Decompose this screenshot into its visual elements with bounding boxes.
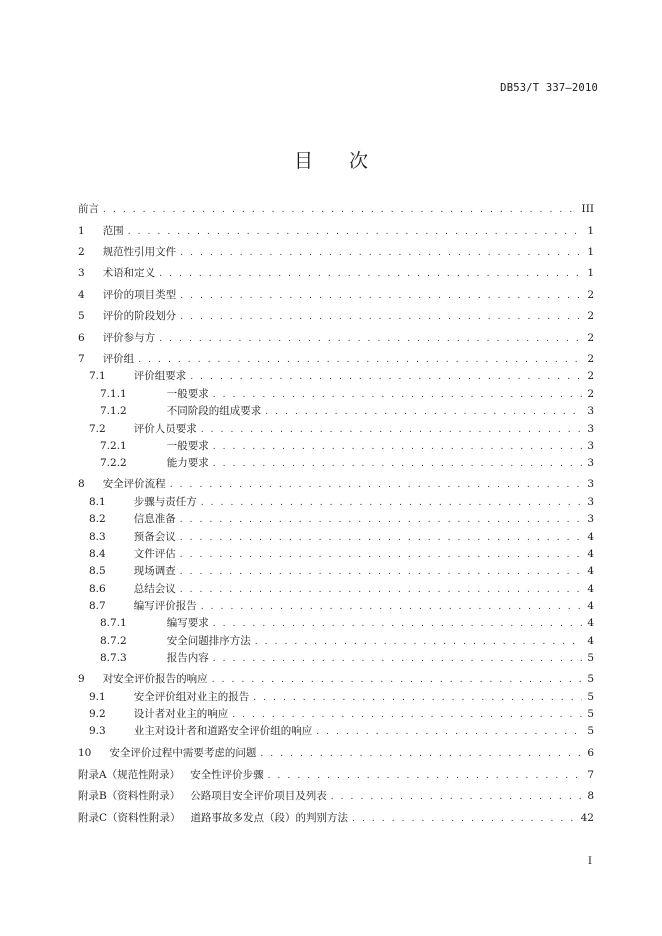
toc-entry[interactable] <box>78 402 594 418</box>
toc-entry[interactable] <box>78 580 594 596</box>
toc-entry-label: 不同阶段的组成要求 <box>166 405 262 417</box>
toc-leader-dots <box>180 532 582 544</box>
toc-leader-dots <box>190 371 582 383</box>
toc-entry-page: 6 <box>587 747 594 759</box>
toc-entry-number: 8.7 <box>89 600 106 612</box>
toc-entry[interactable] <box>78 809 594 825</box>
toc-entry-page: 2 <box>587 310 594 322</box>
toc-leader-dots <box>260 748 582 760</box>
toc-leader-dots <box>180 584 582 596</box>
toc-leader-dots <box>316 726 582 738</box>
toc-entry-label: 评价的阶段划分 <box>102 310 177 322</box>
toc-entry-number: 7.2 <box>89 423 106 435</box>
toc-entry-label: 范围 <box>102 225 124 237</box>
toc-entry-label: 能力要求 <box>166 457 209 469</box>
toc-entry-page: 2 <box>587 353 594 365</box>
toc-entry[interactable] <box>78 562 594 578</box>
toc-entry-number: 6 <box>78 332 85 344</box>
toc-entry-number: 7 <box>78 353 85 365</box>
toc-entry-label: 评价组 <box>102 353 135 365</box>
toc-entry[interactable] <box>78 597 594 613</box>
toc-entry-page: 4 <box>587 635 594 647</box>
toc-entry[interactable] <box>78 670 594 686</box>
toc-entry-label: 编写评价报告 <box>133 600 197 612</box>
page-title <box>0 146 662 173</box>
toc-entry-page: 3 <box>587 405 594 417</box>
toc-entry-page: 3 <box>587 457 594 469</box>
toc-entry-number: 附录C（资料性附录） <box>78 812 181 824</box>
toc-entry[interactable] <box>78 307 594 323</box>
toc-entry-page: 4 <box>587 583 594 595</box>
toc-entry[interactable] <box>78 649 594 665</box>
toc-entry-label: 报告内容 <box>166 652 209 664</box>
toc-entry-label: 安全评价组对业主的报告 <box>133 691 250 703</box>
toc-entry-page: 3 <box>587 440 594 452</box>
toc-entry-label: 设计者对业主的响应 <box>133 708 229 720</box>
toc-entry-label: 评价参与方 <box>102 332 156 344</box>
toc-entry[interactable] <box>78 329 594 345</box>
toc-entry-number: 7.1.2 <box>100 405 127 417</box>
toc-entry[interactable] <box>78 286 594 302</box>
toc-entry-label: 规范性引用文件 <box>102 246 177 258</box>
toc-entry[interactable] <box>78 688 594 704</box>
toc-entry-label: 步骤与责任方 <box>133 496 197 508</box>
toc-leader-dots <box>138 354 582 366</box>
toc-entry-page: 8 <box>587 790 594 802</box>
toc-entry-number: 8.5 <box>89 565 106 577</box>
toc-entry-number: 8.7.3 <box>100 652 127 664</box>
toc-entry-page: 1 <box>587 267 594 279</box>
toc-entry-label: 一般要求 <box>166 440 209 452</box>
toc-leader-dots <box>213 389 582 401</box>
toc-entry-number: 8.3 <box>89 531 106 543</box>
toc-entry[interactable] <box>78 632 594 648</box>
toc-entry-label: 评价人员要求 <box>133 423 197 435</box>
toc-entry-page: 4 <box>587 565 594 577</box>
toc-entry-label: 信息准备 <box>133 513 176 525</box>
toc-entry-number: 9 <box>78 673 85 685</box>
toc-leader-dots <box>180 514 582 526</box>
toc-entry-page: 2 <box>587 370 594 382</box>
toc-entry[interactable] <box>78 420 594 436</box>
title-char-2: 次 <box>349 150 369 172</box>
toc-entry-number: 9.3 <box>89 725 106 737</box>
toc-leader-dots <box>180 566 582 578</box>
toc-entry-page: 7 <box>587 769 594 781</box>
toc-entry-page: 3 <box>587 478 594 490</box>
toc-leader-dots <box>180 247 582 259</box>
toc-entry-label: 对安全评价报告的响应 <box>102 673 208 685</box>
toc-entry-page: 4 <box>587 600 594 612</box>
toc-leader-dots <box>268 770 582 782</box>
toc-entry-number: 2 <box>78 246 85 258</box>
document-code: DB53/T 337—2010 <box>500 82 598 94</box>
toc-entry[interactable] <box>78 385 594 401</box>
toc-entry-label: 公路项目安全评价项目及列表 <box>190 790 327 802</box>
toc-entry-number: 4 <box>78 289 85 301</box>
toc-entry-label: 道路事故多发点（段）的判别方法 <box>190 812 349 824</box>
toc-entry-label: 业主对设计者和道路安全评价组的响应 <box>133 725 313 737</box>
toc-entry[interactable] <box>78 454 594 470</box>
toc-entry-label: 评价组要求 <box>133 370 187 382</box>
toc-entry-label: 评价的项目类型 <box>102 289 177 301</box>
toc-entry-label: 现场调查 <box>133 565 176 577</box>
toc-entry[interactable] <box>78 200 594 216</box>
toc-entry[interactable] <box>78 722 594 738</box>
toc-entry-label: 安全评价过程中需要考虑的问题 <box>109 747 257 759</box>
toc-entry-page: 2 <box>587 388 594 400</box>
toc-entry-label: 编写要求 <box>166 617 209 629</box>
toc-leader-dots <box>201 424 582 436</box>
toc-entry-number: 8.4 <box>89 548 106 560</box>
toc-entry-label: 文件评估 <box>133 548 176 560</box>
toc-leader-dots <box>213 653 582 665</box>
toc-leader-dots <box>170 479 582 491</box>
toc-leader-dots <box>213 618 582 630</box>
toc-entry-page: 1 <box>587 225 594 237</box>
toc-entry-number: 7.2.2 <box>100 457 127 469</box>
toc-entry-number: 5 <box>78 310 85 322</box>
toc-entry[interactable] <box>78 545 594 561</box>
toc-entry[interactable] <box>78 350 594 366</box>
toc-entry-page: 4 <box>587 617 594 629</box>
toc-entry-page: III <box>581 203 594 215</box>
toc-entry[interactable] <box>78 510 594 526</box>
toc-entry-number: 9.2 <box>89 708 106 720</box>
toc-leader-dots <box>180 290 582 302</box>
toc-leader-dots <box>212 674 582 686</box>
toc-leader-dots <box>180 549 582 561</box>
toc-entry-label: 预备会议 <box>133 531 176 543</box>
toc-entry-page: 5 <box>587 725 594 737</box>
toc-entry-page: 3 <box>587 513 594 525</box>
toc-entry[interactable] <box>78 528 594 544</box>
toc-leader-dots <box>128 226 582 238</box>
toc-entry-label: 术语和定义 <box>102 267 156 279</box>
toc-entry-page: 5 <box>587 673 594 685</box>
toc-entry[interactable] <box>78 264 594 280</box>
toc-entry-page: 3 <box>587 423 594 435</box>
toc-entry-number: 3 <box>78 267 85 279</box>
toc-entry-page: 5 <box>587 652 594 664</box>
toc-entry-page: 5 <box>587 691 594 703</box>
toc-entry-number: 10 <box>78 747 92 759</box>
toc-entry[interactable] <box>78 367 594 383</box>
toc-entry-page: 3 <box>587 496 594 508</box>
toc-leader-dots <box>232 709 582 721</box>
toc-entry-number: 8.6 <box>89 583 106 595</box>
toc-entry-page: 42 <box>580 812 594 824</box>
toc-leader-dots <box>213 441 582 453</box>
toc-entry-number: 8 <box>78 478 85 490</box>
toc-entry-number: 8.1 <box>89 496 106 508</box>
toc-entry-page: 2 <box>587 332 594 344</box>
page-number: I <box>588 856 592 867</box>
toc-leader-dots <box>331 791 582 803</box>
toc-entry-number: 8.2 <box>89 513 106 525</box>
toc-entry-label: 安全性评价步骤 <box>190 769 264 781</box>
toc-leader-dots <box>265 406 582 418</box>
toc-entry-page: 4 <box>587 548 594 560</box>
toc-entry-number: 1 <box>78 225 85 237</box>
toc-entry[interactable] <box>78 766 594 782</box>
toc-entry-number: 7.1.1 <box>100 388 127 400</box>
toc-entry-page: 4 <box>587 531 594 543</box>
toc-leader-dots <box>103 204 578 216</box>
toc-leader-dots <box>159 333 582 345</box>
toc-entry-number: 8.7.2 <box>100 635 127 647</box>
toc-entry-number: 附录A（规范性附录） <box>78 769 181 781</box>
toc-entry[interactable] <box>78 437 594 453</box>
toc-entry-label: 总结会议 <box>133 583 176 595</box>
toc-entry-label: 一般要求 <box>166 388 209 400</box>
toc-entry-number: 9.1 <box>89 691 106 703</box>
toc-entry[interactable] <box>78 493 594 509</box>
toc-leader-dots <box>180 311 582 323</box>
toc-entry-page: 1 <box>587 246 594 258</box>
toc-entry-number: 7.1 <box>89 370 106 382</box>
toc-leader-dots <box>201 497 582 509</box>
toc-entry-page: 2 <box>587 289 594 301</box>
toc-entry[interactable] <box>78 475 594 491</box>
toc-leader-dots <box>159 268 582 280</box>
toc-leader-dots <box>352 813 577 825</box>
toc-entry-number: 附录B（资料性附录） <box>78 790 181 802</box>
toc-entry-label: 前言 <box>78 203 99 215</box>
toc-entry[interactable] <box>78 787 594 803</box>
toc-leader-dots <box>213 458 582 470</box>
toc-entry-label: 安全评价流程 <box>102 478 166 490</box>
toc-leader-dots <box>253 692 582 704</box>
toc-entry[interactable] <box>78 222 594 238</box>
toc-entry[interactable] <box>78 744 594 760</box>
title-char-1: 目 <box>293 150 313 172</box>
toc-entry[interactable] <box>78 614 594 630</box>
toc-leader-dots <box>201 601 582 613</box>
toc-entry-number: 8.7.1 <box>100 617 127 629</box>
toc-leader-dots <box>255 636 582 648</box>
toc-entry-number: 7.2.1 <box>100 440 127 452</box>
toc-entry-page: 5 <box>587 708 594 720</box>
toc-entry[interactable] <box>78 705 594 721</box>
toc-entry-label: 安全问题排序方法 <box>166 635 251 647</box>
toc-entry[interactable] <box>78 243 594 259</box>
